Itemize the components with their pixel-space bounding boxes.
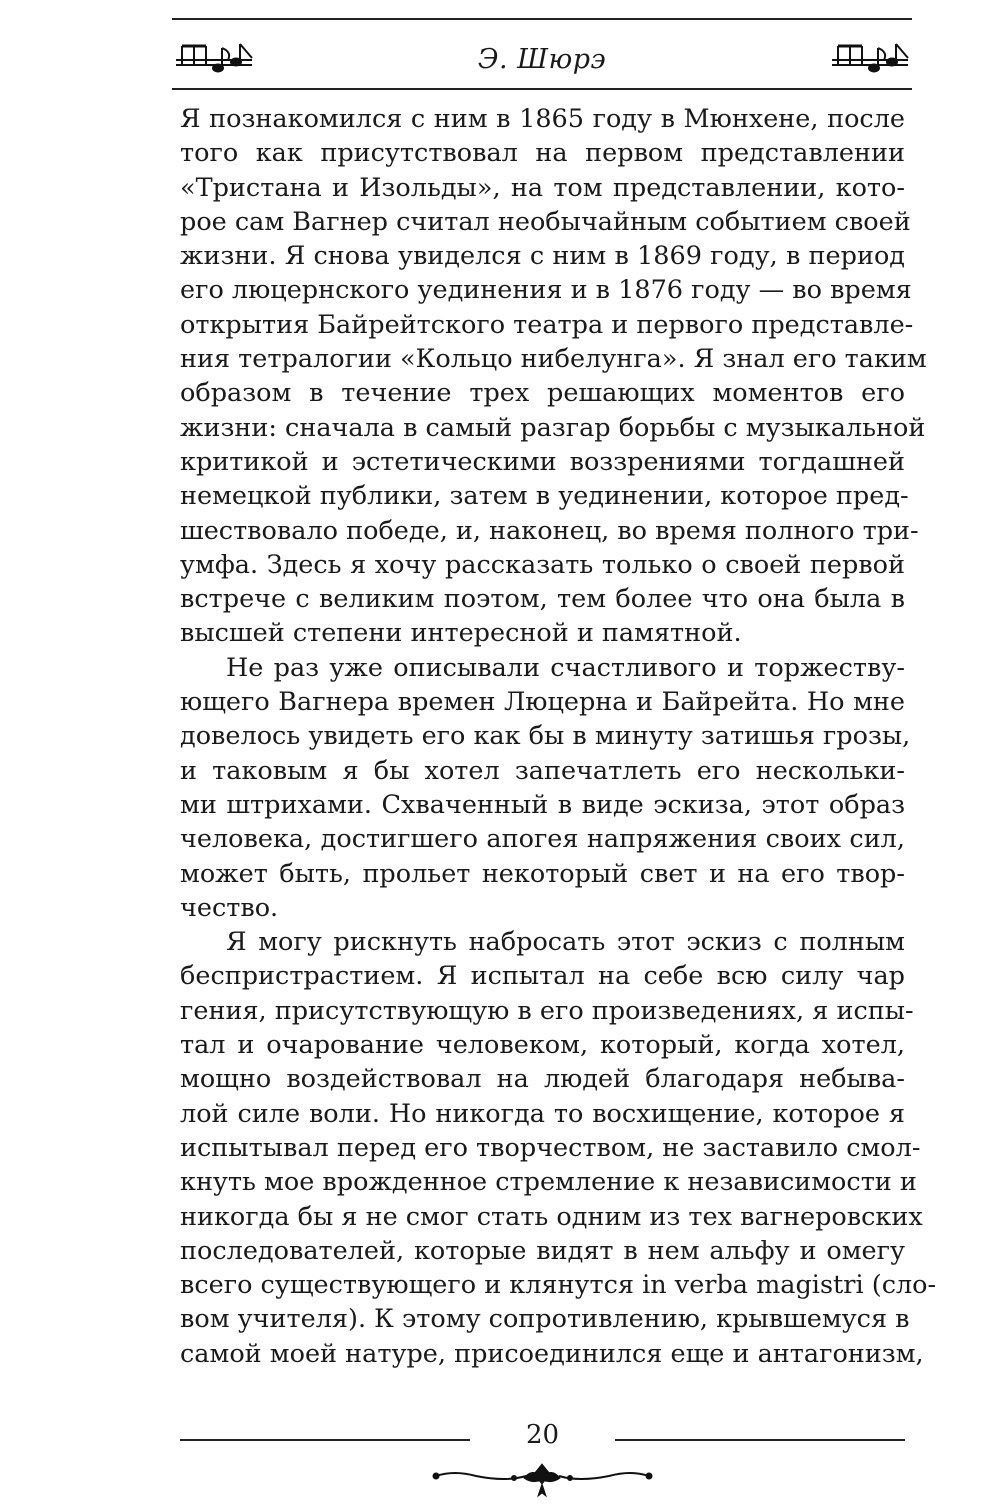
page-body bbox=[180, 102, 937, 1371]
footer-rule-right bbox=[615, 1439, 905, 1441]
text-line: рое сам Вагнер считал необычайным событием своей bbox=[180, 206, 911, 237]
text-line: вом учителя). К этому сопротивлению, крывшемуся в bbox=[180, 1304, 910, 1335]
text-line: высшей степени интересной и памятной. bbox=[180, 618, 742, 649]
music-notes-icon bbox=[830, 38, 910, 78]
text-line: ми штрихами. Схваченный в виде эскиза, этот образ bbox=[180, 789, 905, 820]
page-number: 20 bbox=[525, 1420, 560, 1450]
text-line: Я могу рискнуть набросать этот эскиз с полным bbox=[226, 927, 905, 958]
header-bottom-rule bbox=[172, 88, 912, 90]
page-footer bbox=[180, 1412, 905, 1502]
text-line: чество. bbox=[180, 892, 279, 923]
text-line: гения, присутствующую в его произведениях, я испы- bbox=[180, 995, 914, 1026]
ornamental-flourish-icon bbox=[430, 1458, 655, 1500]
text-line: того как присутствовал на первом представлении bbox=[180, 138, 905, 169]
text-line: всего существующего и клянутся in verba magistri (сло- bbox=[180, 1270, 937, 1301]
text-line: ющего Вагнера времен Люцерна и Байрейта. Но мне bbox=[180, 687, 905, 718]
text-line: ния тетралогии «Кольцо нибелунга». Я знал его таким bbox=[180, 344, 927, 375]
text-line: самой моей натуре, присоединился еще и антагонизм, bbox=[180, 1338, 924, 1369]
text-line: шествовало победе, и, наконец, во время полного три- bbox=[180, 515, 919, 546]
text-line: последователей, которые видят в нем альфу и омегу bbox=[180, 1235, 905, 1266]
text-line: и таковым я бы хотел запечатлеть его нескольки- bbox=[180, 755, 905, 786]
text-line: может быть, прольет некоторый свет и на его твор- bbox=[180, 858, 905, 889]
text-line: беспристрастием. Я испытал на себе всю силу чар bbox=[180, 961, 905, 992]
text-line: встрече с великим поэтом, тем более что она была в bbox=[180, 584, 905, 615]
text-line: критикой и эстетическими воззрениями тогдашней bbox=[180, 446, 905, 477]
header-top-rule bbox=[172, 18, 912, 20]
running-head-author: Э. Шюрэ bbox=[477, 44, 607, 75]
text-line: лой силе воли. Но никогда то восхищение, которое я bbox=[180, 1098, 905, 1129]
text-line: «Тристана и Изольды», на том представлении, кото- bbox=[180, 172, 905, 203]
text-line: Не раз уже описывали счастливого и торжеству- bbox=[226, 652, 905, 683]
text-line: мощно воздействовал на людей благодаря небыва- bbox=[180, 1064, 905, 1095]
text-line: человека, достигшего апогея напряжения своих сил, bbox=[180, 824, 905, 855]
page-header bbox=[172, 18, 912, 92]
text-line: немецкой публики, затем в уединении, которое пред- bbox=[180, 481, 909, 512]
text-line: его люцернского уединения и в 1876 году — во время bbox=[180, 275, 912, 306]
text-line: довелось увидеть его как бы в минуту затишья грозы, bbox=[180, 721, 911, 752]
text-line: жизни: сначала в самый разгар борьбы с музыкальной bbox=[180, 412, 926, 443]
text-line: образом в течение трех решающих моментов его bbox=[180, 378, 905, 409]
text-line: открытия Байрейтского театра и первого представле- bbox=[180, 309, 914, 340]
text-line: умфа. Здесь я хочу рассказать только о своей первой bbox=[180, 549, 905, 580]
text-line: тал и очарование человеком, который, когда хотел, bbox=[180, 1030, 905, 1061]
text-line: кнуть мое врожденное стремление к независимости и bbox=[180, 1167, 917, 1198]
text-line: жизни. Я снова увиделся с ним в 1869 году, в период bbox=[180, 241, 905, 272]
text-line: Я познакомился с ним в 1865 году в Мюнхене, после bbox=[180, 104, 905, 134]
text-line: испытывал перед его творчеством, не заставило смол- bbox=[180, 1132, 921, 1163]
text-line: никогда бы я не смог стать одним из тех вагнеровских bbox=[180, 1201, 923, 1232]
